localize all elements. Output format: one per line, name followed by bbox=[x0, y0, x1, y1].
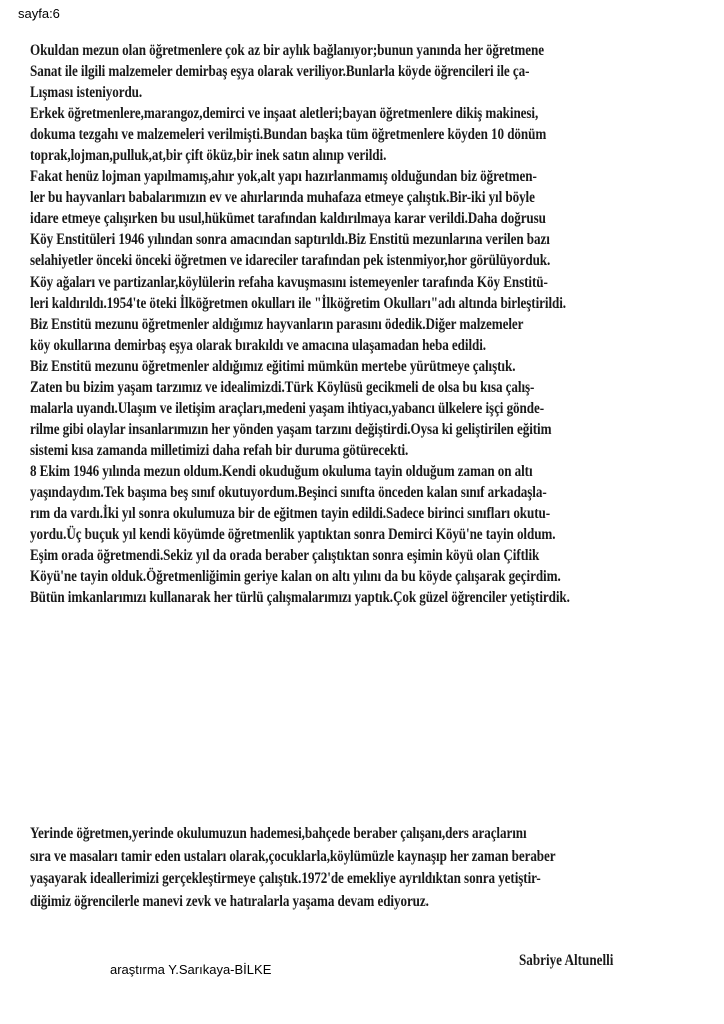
text-line: Yerinde öğretmen,yerinde okulumuzun hademesi,bahçede beraber çalışanı,ders araçlarını bbox=[30, 825, 527, 842]
text-line: köy okullarına demirbaş eşya olarak bırakıldı ve amacına ulaşamadan heba edildi. bbox=[30, 336, 486, 354]
closing-paragraph bbox=[30, 823, 571, 913]
body-text bbox=[30, 40, 571, 608]
text-line: Köyü'ne tayin olduk.Öğretmenliğimin geriye kalan on altı yılını da bu köyde çalışarak geçirdim. bbox=[30, 568, 561, 586]
text-line: dokuma tezgahı ve malzemeleri verilmişti.Bundan başka tüm öğretmenlere köyden 10 dönüm bbox=[30, 126, 547, 144]
text-line: Zaten bu bizim yaşam tarzımız ve idealimizdi.Türk Köylüsü gecikmeli de olsa bu kısa çalış- bbox=[30, 378, 535, 396]
text-line: leri kaldırıldı.1954'te öteki İlköğretmen okulları ile "İlköğretim Okulları"adı altında birleştirildi. bbox=[30, 294, 566, 312]
text-line: yaşındaydım.Tek başıma beş sınıf okutuyordum.Beşinci sınıfta önceden kalan sınıf arkadaşla- bbox=[30, 483, 547, 501]
text-line: selahiyetler önceki önceki öğretmen ve idareciler tarafından pek istenmiyor,hor görülüyorduk. bbox=[30, 252, 551, 270]
research-credit: araştırma Y.Sarıkaya-BİLKE bbox=[110, 962, 272, 977]
text-line: rilme gibi olaylar insanlarımızın her yönden yaşam tarzını değiştirdi.Oysa ki geliştirilen eğitim bbox=[30, 420, 552, 438]
text-line: idare etmeye çalışırken bu usul,hükümet tarafından kaldırılmaya karar verildi.Daha doğrusu bbox=[30, 210, 546, 228]
text-line: Biz Enstitü mezunu öğretmenler aldığımız eğitimi mümkün mertebe yürütmeye çalıştık. bbox=[30, 357, 516, 375]
text-line: Köy ağaları ve partizanlar,köylülerin refaha kavuşmasını istemeyenler tarafında Köy Enstitü- bbox=[30, 273, 548, 291]
text-line: Erkek öğretmenlere,marangoz,demirci ve inşaat aletleri;bayan öğretmenlere dikiş makinesi, bbox=[30, 105, 539, 123]
text-line: Eşim orada öğretmendi.Sekiz yıl da orada beraber çalıştıktan sonra eşimin köyü olan Çiftlik bbox=[30, 547, 540, 565]
text-line: 8 Ekim 1946 yılında mezun oldum.Kendi okuduğum okuluma tayin olduğum zaman on altı bbox=[30, 462, 533, 480]
text-line: Biz Enstitü mezunu öğretmenler aldığımız hayvanların parasını ödedik.Diğer malzemeler bbox=[30, 315, 524, 333]
text-line: ler bu hayvanları babalarımızın ev ve ahırlarında muhafaza etmeye çalıştık.Bir-iki yıl böyle bbox=[30, 189, 535, 207]
text-line: rım da vardı.İki yıl sonra okulumuza bir de eğitmen tayin edildi.Sadece birinci sınıfları okutu- bbox=[30, 505, 551, 523]
text-line: malarla uyandı.Ulaşım ve iletişim araçları,medeni yaşam ihtiyacı,yabancı ülkelere işçi gönde- bbox=[30, 399, 544, 417]
text-line: toprak,lojman,pulluk,at,bir çift öküz,bir inek satın alınıp verildi. bbox=[30, 147, 387, 165]
text-line: Sanat ile ilgili malzemeler demirbaş eşya olarak veriliyor.Bunlarla köyde öğrencileri ile ça- bbox=[30, 63, 530, 81]
author-signature: Sabriye Altunelli bbox=[519, 952, 614, 969]
text-line: yaşayarak ideallerimizi gerçekleştirmeye çalıştık.1972'de emekliye ayrıldıktan sonra yetiştir- bbox=[30, 870, 541, 887]
page-number-label: sayfa:6 bbox=[18, 6, 60, 21]
text-line: diğimiz öğrencilerle manevi zevk ve hatıralarla yaşama devam ediyoruz. bbox=[30, 892, 429, 910]
text-line: Köy Enstitüleri 1946 yılından sonra amacından saptırıldı.Biz Enstitü mezunlarına verilen bazı bbox=[30, 231, 550, 249]
text-line: Fakat henüz lojman yapılmamış,ahır yok,alt yapı hazırlanmamış olduğundan biz öğretmen- bbox=[30, 168, 537, 186]
text-line: Lışması isteniyordu. bbox=[30, 84, 143, 102]
text-line: sıra ve masaları tamir eden ustaları olarak,çocuklarla,köylümüzle kaynaşıp her zaman beraber bbox=[30, 847, 556, 865]
text-line: Bütün imkanlarımızı kullanarak her türlü çalışmalarımızı yaptık.Çok güzel öğrenciler yetiştirdik. bbox=[30, 589, 570, 607]
text-line: Okuldan mezun olan öğretmenlere çok az bir aylık bağlanıyor;bunun yanında her öğretmene bbox=[30, 42, 544, 59]
text-line: yordu.Üç buçuk yıl kendi köyümde öğretmenlik yaptıktan sonra Demirci Köyü'ne tayin oldum. bbox=[30, 526, 556, 544]
text-line: sistemi kısa zamanda milletimizi daha refah bir duruma götürecekti. bbox=[30, 441, 409, 459]
